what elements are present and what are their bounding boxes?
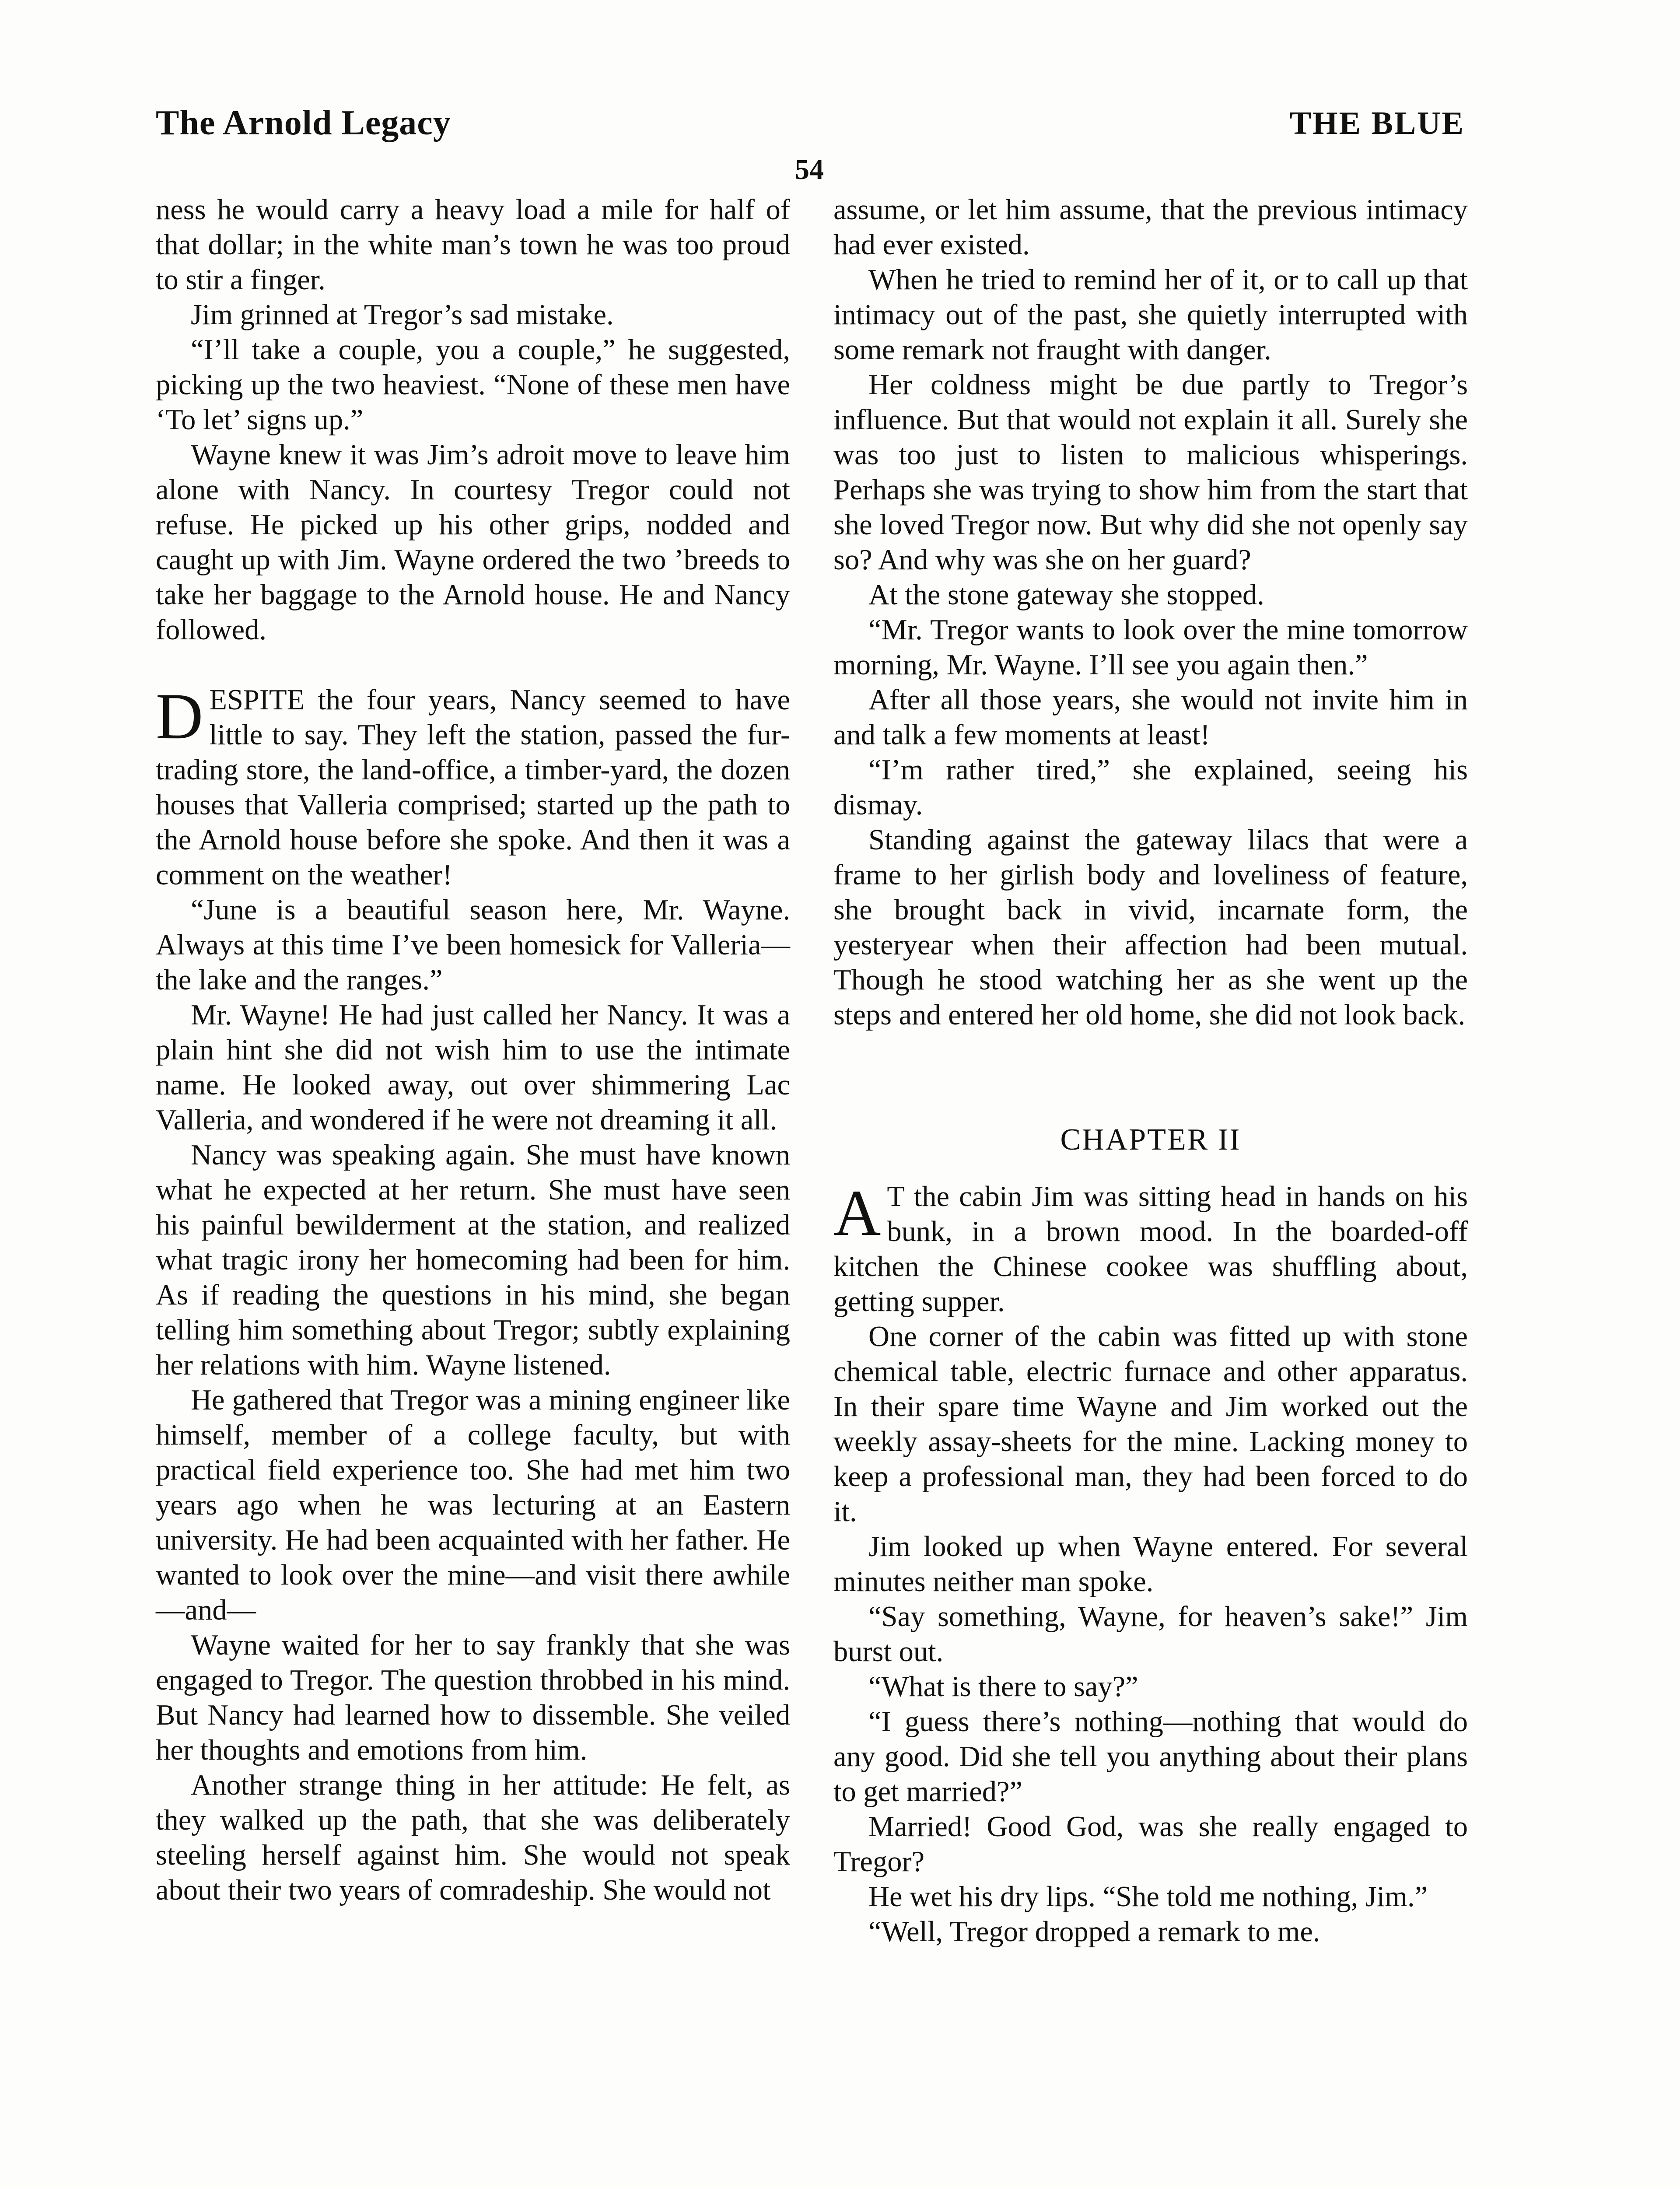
paragraph: He wet his dry lips. “She told me nothing, Jim.” <box>868 1881 1428 1913</box>
paragraph: Wayne waited for her to say frankly that she was engaged to Tregor. The question throbbed in his mind. But Nancy had learned how to dissemble. She veiled her thoughts and emotions from him. <box>156 1629 790 1766</box>
chapter-opening-paragraph <box>833 1179 1468 1319</box>
paragraph: After all those years, she would not invite him in and talk a few moments at least! <box>833 684 1468 751</box>
drop-cap: A <box>833 1177 881 1249</box>
paragraph: “I’ll take a couple, you a couple,” he suggested, picking up the two heaviest. “None of these men have ‘To let’ signs up.” <box>156 334 790 436</box>
right-text-column <box>833 193 1468 1950</box>
paragraph: Another strange thing in her attitude: He felt, as they walked up the path, that she was deliberately steeling herself against him. She would not speak about their two years of comradeship. She would not <box>156 1769 790 1906</box>
running-header <box>156 103 1465 151</box>
paragraph: “I’m rather tired,” she explained, seeing his dismay. <box>833 754 1468 821</box>
paragraph: “Mr. Tregor wants to look over the mine tomorrow morning, Mr. Wayne. I’ll see you again then.” <box>833 614 1468 681</box>
paragraph: “Well, Tregor dropped a remark to me. <box>868 1916 1320 1948</box>
paragraph: “June is a beautiful season here, Mr. Wayne. Always at this time I’ve been homesick for Valleria—the lake and the ranges.” <box>156 894 790 996</box>
paragraph: “I guess there’s nothing—nothing that would do any good. Did she tell you anything about their plans to get married?” <box>833 1706 1468 1808</box>
paragraph: ness he would carry a heavy load a mile for half of that dollar; in the white man’s town he was too proud to stir a finger. <box>156 194 790 296</box>
story-title: The Arnold Legacy <box>156 104 451 142</box>
left-text-column <box>156 193 790 1908</box>
page-number: 54 <box>795 154 824 186</box>
paragraph: Married! Good God, was she really engaged to Tregor? <box>833 1811 1468 1878</box>
paragraph: Nancy was speaking again. She must have known what he expected at her return. She must have seen his painful bewilderment at the station, and realized what tragic irony her homecoming had been for him. As if reading the questions in his mind, she began telling him something about Tregor; subtly explaining her relations with him. Wayne listened. <box>156 1139 790 1381</box>
paragraph: One corner of the cabin was fitted up with stone chemical table, electric furnace and other apparatus. In their spare time Wayne and Jim worked out the weekly assay-sheets for the mine. Lacking money to keep a professional man, they had been forced to do it. <box>833 1321 1468 1528</box>
paragraph: Mr. Wayne! He had just called her Nancy. It was a plain hint she did not wish him to use the intimate name. He looked away, out over shimmering Lac Valleria, and wondered if he were not dreaming it all. <box>156 999 790 1136</box>
chapter-heading: CHAPTER II <box>1060 1123 1241 1157</box>
paragraph: Jim grinned at Tregor’s sad mistake. <box>191 299 614 331</box>
paragraph: When he tried to remind her of it, or to call up that intimacy out of the past, she quietly interrupted with some remark not fraught with danger. <box>833 264 1468 366</box>
paragraph: Jim looked up when Wayne entered. For several minutes neither man spoke. <box>833 1531 1468 1598</box>
paragraph: Standing against the gateway lilacs that were a frame to her girlish body and loveliness of feature, she brought back in vivid, incarnate form, the yesteryear when their affection had been mutual. Though he stood watching her as she went up the steps and entered her old home, she did not look back. <box>833 824 1468 1031</box>
paragraph: He gathered that Tregor was a mining engineer like himself, member of a college faculty, but with practical field experience too. She had met him two years ago when he was lecturing at an Eastern university. He had been acquainted with her father. He wanted to look over the mine—and visit there awhile—and— <box>156 1384 790 1626</box>
paragraph-text: ESPITE the four years, Nancy seemed to have little to say. They left the station, passed the fur-trading store, the land-office, a timber-yard, the dozen houses that Valleria comprised; started up the path to the Arnold house before she spoke. And then it was a comment on the weather! <box>156 684 790 891</box>
paragraph: “What is there to say?” <box>868 1671 1138 1703</box>
magazine-title: THE BLUE <box>1289 105 1465 141</box>
paragraph: assume, or let him assume, that the previous intimacy had ever existed. <box>833 194 1468 261</box>
paragraph: “Say something, Wayne, for heaven’s sake!” Jim burst out. <box>833 1601 1468 1668</box>
paragraph: Wayne knew it was Jim’s adroit move to leave him alone with Nancy. In courtesy Tregor could not refuse. He picked up his other grips, nodded and caught up with Jim. Wayne ordered the two ’breeds to take her baggage to the Arnold house. He and Nancy followed. <box>156 439 790 646</box>
drop-cap: D <box>156 680 203 753</box>
paragraph: At the stone gateway she stopped. <box>868 579 1264 611</box>
paragraph-text: T the cabin Jim was sitting head in hands on his bunk, in a brown mood. In the boarded-off kitchen the Chinese cookee was shuffling about, getting supper. <box>833 1181 1468 1318</box>
section-opening-paragraph <box>156 680 790 893</box>
paragraph: Her coldness might be due partly to Tregor’s influence. But that would not explain it all. Surely she was too just to listen to malicious whisperings. Perhaps she was trying to show him from the start that she loved Tregor now. But why did she not openly say so? And why was she on her guard? <box>833 369 1468 576</box>
